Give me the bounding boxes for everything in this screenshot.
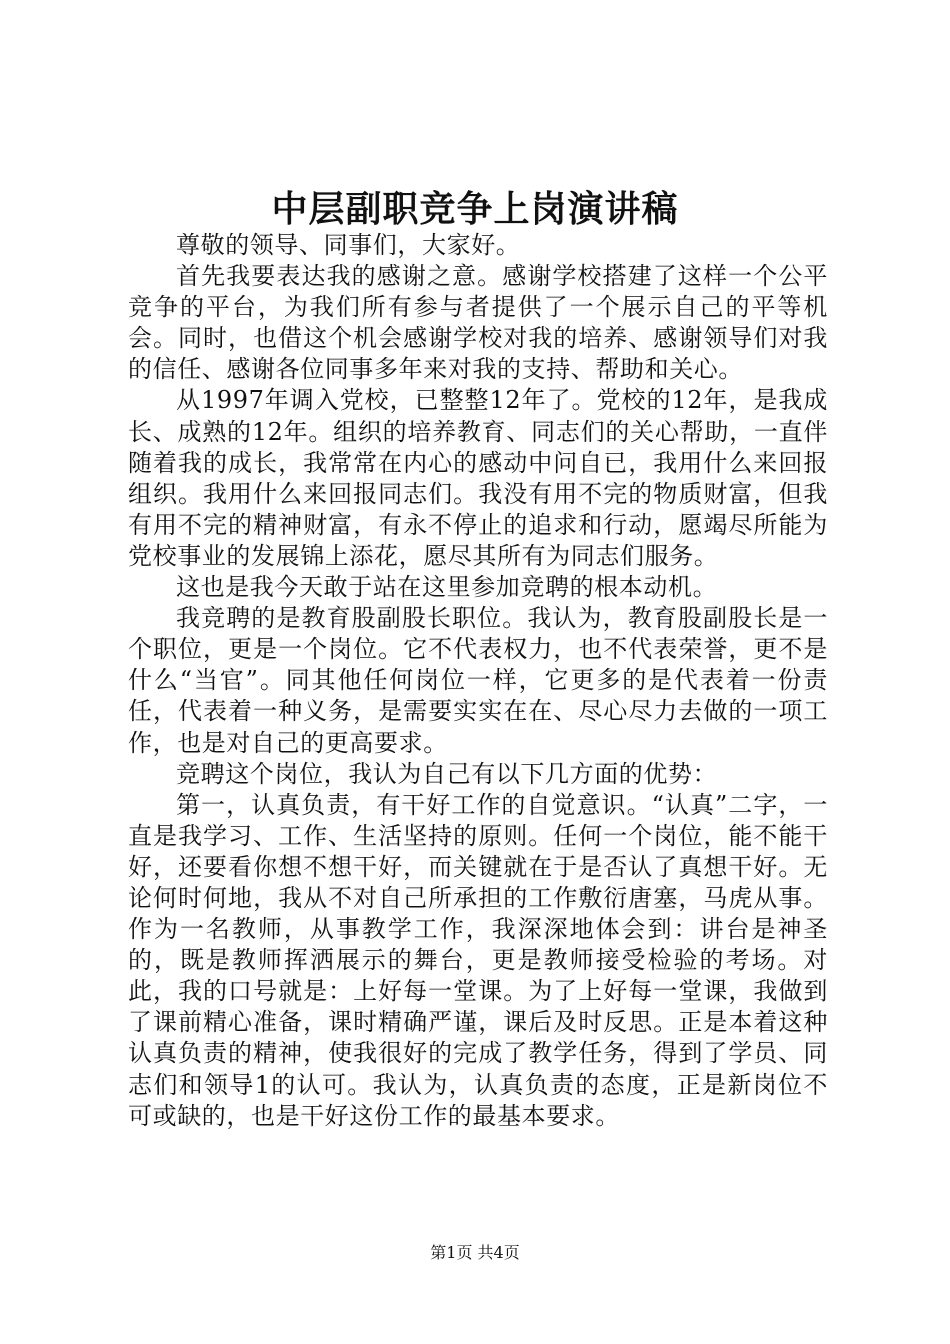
paragraph-advantages-intro: 竞聘这个岗位，我认为自己有以下几方面的优势： [176, 759, 718, 788]
paragraph-motivation: 这也是我今天敢于站在这里参加竞聘的根本动机。 [176, 573, 718, 602]
page-number-footer: 第1页 共4页 [430, 1243, 520, 1262]
document-body [128, 230, 828, 1132]
paragraph-position: 我竞聘的是教育股副股长职位。我认为，教育股副股长是一个职位，更是一个岗位。它不代表权力，也不代表荣誉，更不是什么“当官”。同其他任何岗位一样，它更多的是代表着一份责任，代表着一种义务，是需要实实在在、尽心尽力去做的一项工作，也是对自己的更高要求。 [128, 604, 828, 757]
paragraph-career: 从1997年调入党校，已整整12年了。党校的12年，是我成长、成熟的12年。组织的培养教育、同志们的关心帮助，一直伴随着我的成长，我常常在内心的感动中问自已，我用什么来回报组织。我用什么来回报同志们。我没有用不完的物质财富，但我有用不完的精神财富，有永不停止的追求和行动，愿竭尽所能为党校事业的发展锦上添花，愿尽其所有为同志们服务。 [128, 386, 828, 570]
paragraph-greeting: 尊敬的领导、同事们，大家好。 [176, 231, 521, 259]
paragraph-thanks: 首先我要表达我的感谢之意。感谢学校搭建了这样一个公平竞争的平台，为我们所有参与者提供了一个展示自己的平等机会。同时，也借这个机会感谢学校对我的培养、感谢领导们对我的信任、感谢各位同事多年来对我的支持、帮助和关心。 [128, 262, 828, 384]
document-title: 中层副职竞争上岗演讲稿 [271, 188, 679, 230]
paragraph-advantage-one: 第一，认真负责，有干好工作的自觉意识。“认真”二字，一直是我学习、工作、生活坚持的原则。任何一个岗位，能不能干好，还要看你想不想干好，而关键就在于是否认了真想干好。无论何时何地，我从不对自己所承担的工作敷衍唐塞，马虎从事。作为一名教师，从事教学工作，我深深地体会到：讲台是神圣的，既是教师挥洒展示的舞台，更是教师接受检验的考场。对此，我的口号就是：上好每一堂课。为了上好每一堂课，我做到了课前精心准备，课时精确严谨，课后及时反思。正是本着这种认真负责的精神，使我很好的完成了教学任务，得到了学员、同志们和领导1的认可。我认为，认真负责的态度，正是新岗位不可或缺的，也是干好这份工作的最基本要求。 [128, 790, 828, 1130]
